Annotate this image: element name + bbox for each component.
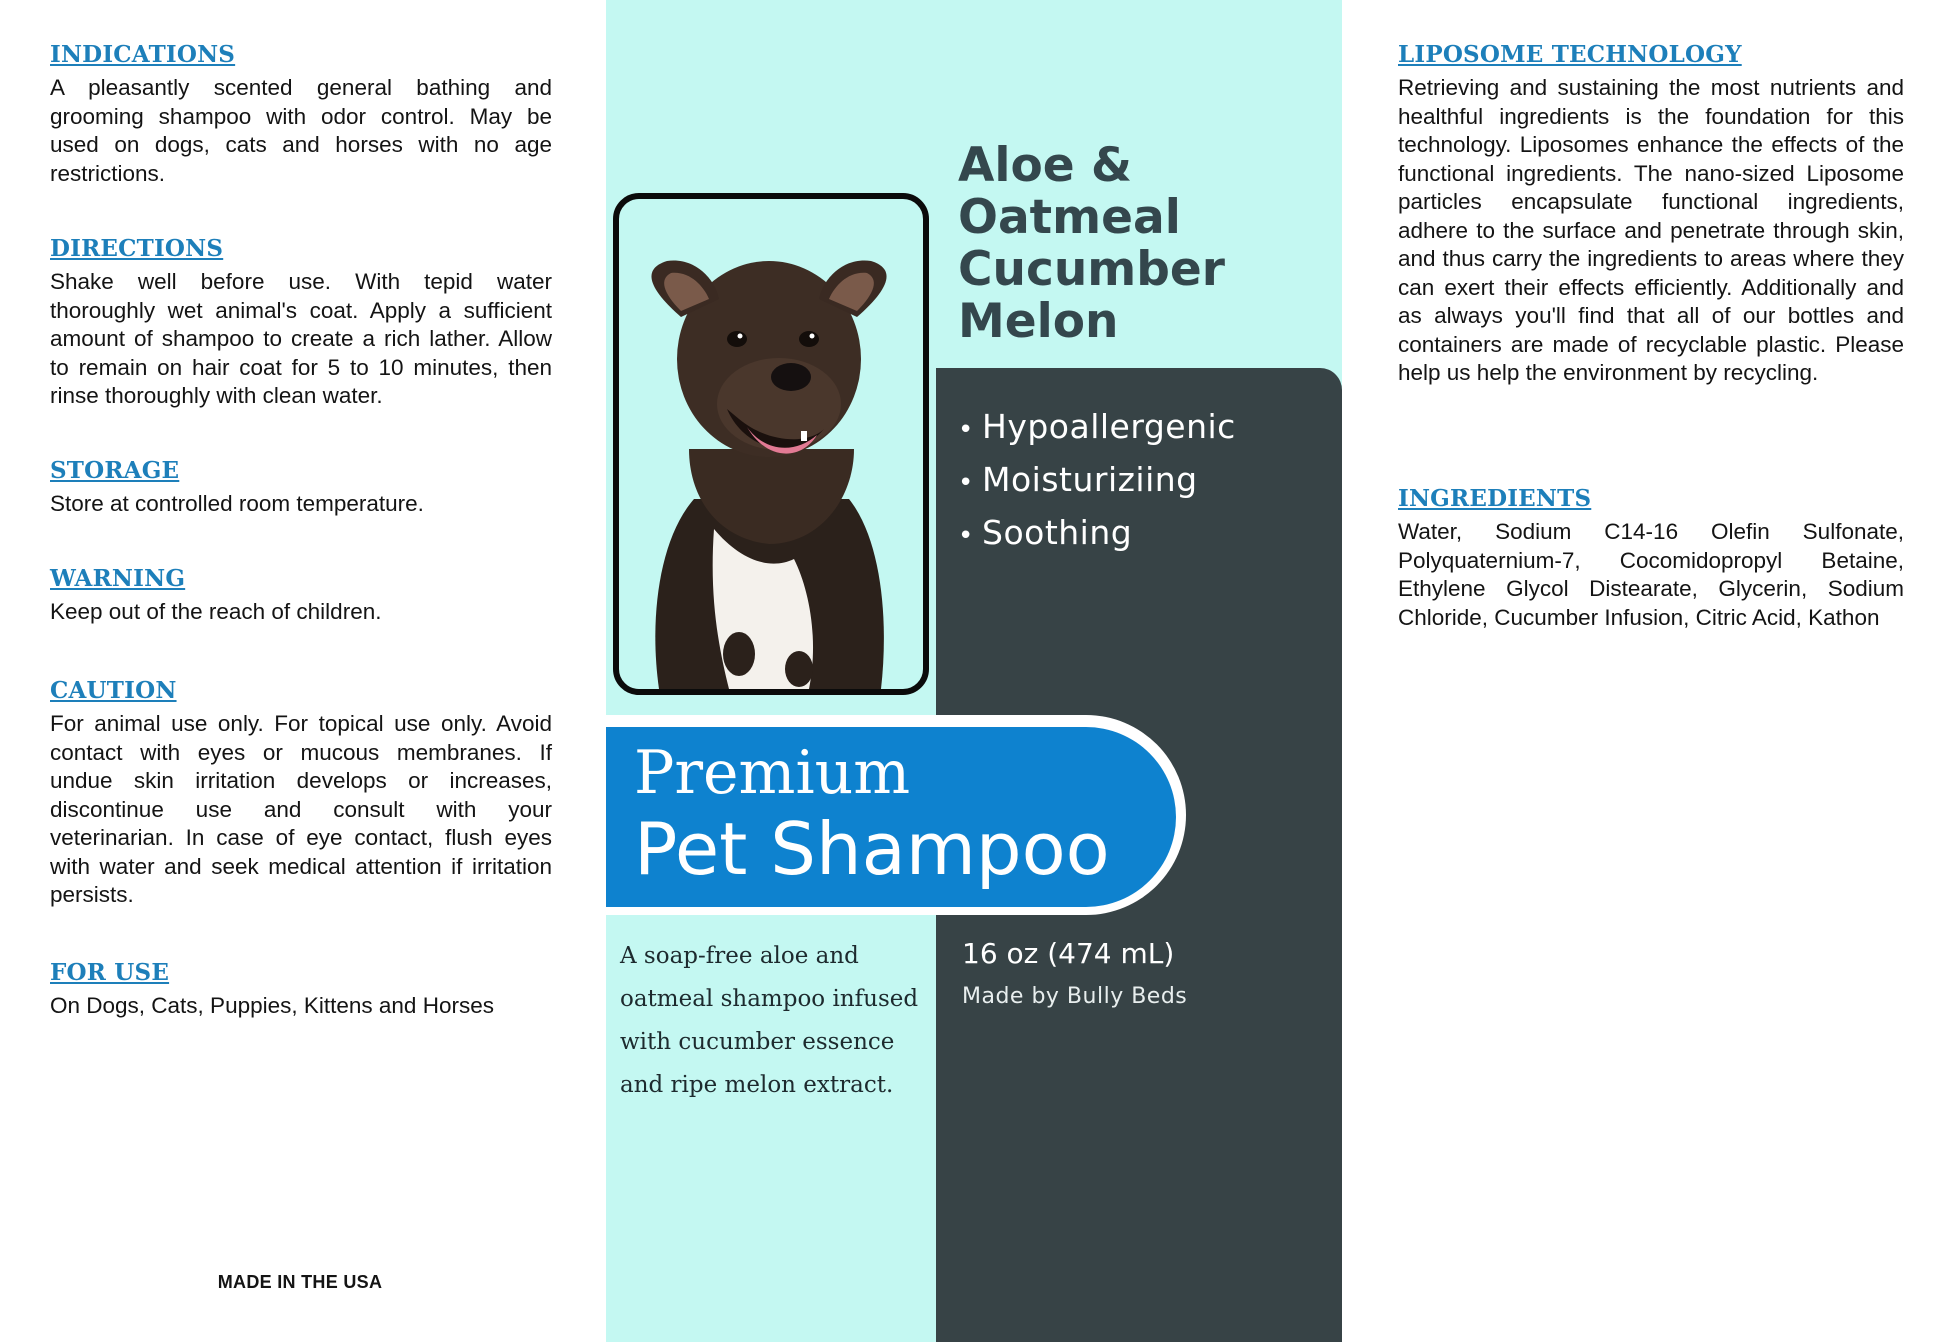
caution-section [50, 676, 552, 912]
made-in-usa: MADE IN THE USA [217, 1272, 383, 1292]
banner-pet-shampoo: Pet Shampoo [634, 807, 1110, 891]
left-info-column [50, 40, 552, 1021]
banner-premium: Premium [634, 738, 911, 808]
storage-text: Store at controlled room temperature. [50, 491, 424, 516]
dog-photo-icon [619, 199, 923, 689]
bullet-icon: • [958, 415, 974, 445]
indications-section [50, 40, 552, 190]
product-title-line: Oatmeal [958, 190, 1181, 245]
storage-heading: STORAGE [50, 457, 180, 484]
product-title [958, 140, 1328, 348]
ingredients-heading: INGREDIENTS [1398, 485, 1592, 512]
ingredients-section [1398, 484, 1904, 632]
ingredients-text: Water, Sodium C14-16 Olefin Sulfonate, Polyquaternium-7, Cocomidopropyl Betaine, Ethylene Glycol Distearate, Glycerin, Sodium Chloride, Cucumber Infusion, Citric Acid, Kathon [1398, 519, 1904, 630]
liposome-heading: LIPOSOME TECHNOLOGY [1398, 41, 1742, 68]
indications-text: A pleasantly scented general bathing and grooming shampoo with odor control. May be used on dogs, cats and horses with no age restrictions. [50, 75, 552, 186]
net-size: 16 oz (474 mL) [962, 937, 1175, 970]
warning-section [50, 564, 552, 630]
manufacturer: Made by Bully Beds [962, 984, 1188, 1009]
feature-label: Soothing [982, 513, 1133, 552]
liposome-text: Retrieving and sustaining the most nutrients and healthful ingredients is the foundation for this technology. Liposomes enhance the effects of the functional ingredients. The nano-sized Liposome particles encapsulate functional ingredients, adhere to the surface and penetrate through skin, and thus carry the ingredients to areas where they can exert their effects efficiently. Additionally and as always you'll find that all of our bottles and containers are made of recyclable plastic. Please help us help the environment by recycling. [1398, 75, 1904, 385]
feature-label: Moisturiziing [982, 460, 1198, 499]
directions-section [50, 234, 552, 456]
storage-section [50, 456, 552, 522]
directions-text: Shake well before use. With tepid water thoroughly wet animal's coat. Apply a sufficient amount of shampoo to create a rich lather. Allow to remain on hair coat for 5 to 10 minutes, then rinse thoroughly with clean water. [50, 269, 552, 408]
indications-heading: INDICATIONS [50, 41, 236, 68]
directions-heading: DIRECTIONS [50, 235, 224, 262]
for-use-text: On Dogs, Cats, Puppies, Kittens and Horses [50, 993, 494, 1018]
for-use-heading: FOR USE [50, 959, 170, 986]
product-description: A soap-free aloe and oatmeal shampoo infused with cucumber essence and ripe melon extract. [620, 943, 919, 1098]
feature-label: Hypoallergenic [982, 407, 1236, 446]
bullet-icon: • [958, 468, 974, 498]
feature-item [958, 402, 1236, 455]
warning-text: Keep out of the reach of children. [50, 599, 382, 624]
bullet-icon: • [958, 521, 974, 551]
product-title-line: Aloe & [958, 138, 1133, 193]
warning-heading: WARNING [50, 565, 186, 592]
product-title-line: Melon [958, 294, 1119, 349]
feature-item [958, 455, 1236, 508]
feature-item [958, 508, 1236, 561]
feature-list [958, 402, 1236, 561]
liposome-section [1398, 40, 1904, 484]
dog-photo-frame [613, 193, 929, 695]
right-info-column [1398, 40, 1904, 632]
for-use-section [50, 958, 552, 1021]
caution-text: For animal use only. For topical use only. Avoid contact with eyes or mucous membranes. If undue skin irritation develops or increases, discontinue use and consult with your veterinarian. In case of eye contact, flush eyes with water and seek medical attention if irritation persists. [50, 711, 552, 907]
caution-heading: CAUTION [50, 677, 177, 704]
product-title-line: Cucumber [958, 242, 1225, 297]
